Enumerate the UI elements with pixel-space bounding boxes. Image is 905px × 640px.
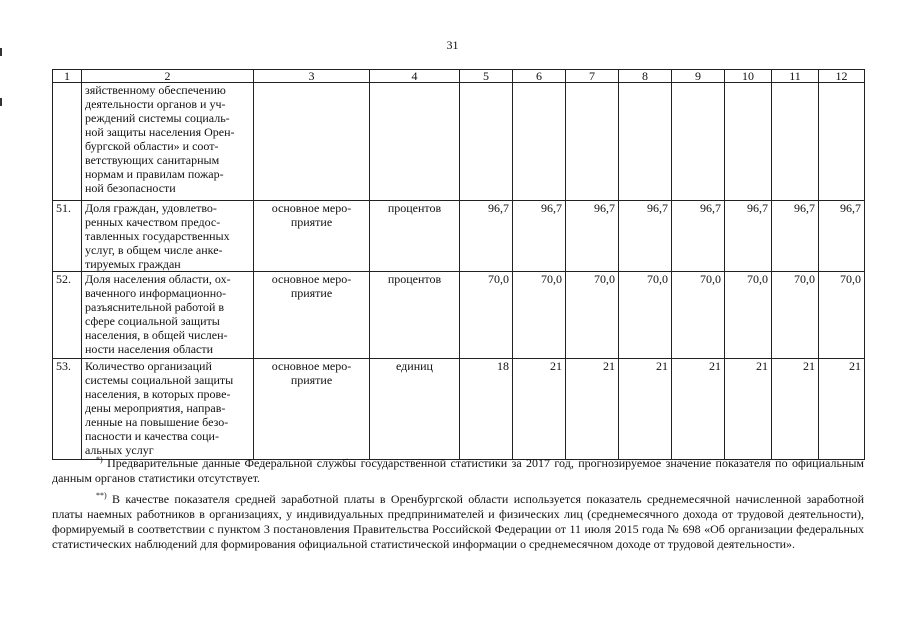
indicator-value: 96,7 (566, 201, 619, 272)
footnote-1-text: Предварительные данные Федеральной службы государственной статистики за 2017 год, прогнозируемое значение показателя по официальным данным органов статистики отсутствует. (52, 456, 864, 485)
indicator-name-line: системы социальной защиты (85, 373, 234, 387)
col-header: 1 (53, 70, 82, 83)
col-header: 9 (672, 70, 725, 83)
indicator-name-line: ветствующих санитарным (85, 153, 220, 167)
col-header: 11 (772, 70, 819, 83)
footnote-2-text: В качестве показателя средней заработной платы в Оренбургской области используется показатель среднемесячной начисленной заработной платы наемных работников в организациях, у индивидуальных предпринимателей и физических лиц (среднемесячного дохода от трудовой деятельности), формируемый в соответствии с пунктом 3 постановления Правительства Российской Федерации от 11 июля 2015 года № 698 «Об организации федеральных статистических наблюдений для формирования официальной статистической информации о среднемесячном доходе от трудовой деятельности». (52, 492, 864, 551)
indicator-value: 96,7 (513, 201, 566, 272)
indicator-type: основное меро- приятие (254, 272, 370, 359)
col-header: 2 (82, 70, 254, 83)
indicator-value: 21 (566, 359, 619, 460)
indicator-name (82, 201, 254, 272)
col-header: 10 (725, 70, 772, 83)
indicator-value: 70,0 (819, 272, 865, 359)
indicators-table (52, 69, 865, 460)
indicator-name-line: ности населения области (85, 342, 214, 356)
indicator-name-line: реждений системы социаль- (85, 111, 230, 125)
indicator-name-line: дены мероприятия, направ- (85, 401, 226, 415)
indicator-value: 96,7 (725, 201, 772, 272)
indicator-unit: процентов (370, 201, 460, 272)
indicator-value: 70,0 (513, 272, 566, 359)
indicator-name-line: Количество организаций (85, 359, 212, 373)
indicator-name-line: сфере социальной защиты (85, 314, 220, 328)
indicator-name-line: альных услуг (85, 443, 154, 457)
indicator-name-line: тавленных государственных (85, 229, 230, 243)
indicator-name (82, 83, 254, 201)
indicator-value (672, 83, 725, 201)
table-row (53, 83, 865, 201)
col-header: 7 (566, 70, 619, 83)
indicator-type: основное меро- приятие (254, 359, 370, 460)
scan-mark (0, 98, 2, 106)
indicator-name-line: ваченного информационно- (85, 286, 227, 300)
indicator-value: 96,7 (672, 201, 725, 272)
row-number: 51. (53, 201, 82, 272)
indicator-type: основное меро- приятие (254, 201, 370, 272)
indicator-value (513, 83, 566, 201)
table-row (53, 359, 865, 460)
table-row (53, 201, 865, 272)
indicator-name-line: Доля населения области, ох- (85, 272, 231, 286)
indicator-unit (370, 83, 460, 201)
indicator-name-line: населения, в общей числен- (85, 328, 228, 342)
page-number: 31 (446, 38, 459, 52)
indicator-value (772, 83, 819, 201)
col-header: 5 (460, 70, 513, 83)
indicator-name-line: ренных качеством предос- (85, 215, 221, 229)
footnote-2-mark: **) (96, 491, 107, 500)
indicator-name (82, 272, 254, 359)
indicator-type (254, 83, 370, 201)
indicator-name-line: бургской области» и соот- (85, 139, 219, 153)
col-header: 3 (254, 70, 370, 83)
indicator-name-line: нормам и правилам пожар- (85, 167, 224, 181)
indicator-value: 21 (513, 359, 566, 460)
indicator-value (460, 83, 513, 201)
indicator-value (819, 83, 865, 201)
indicator-name-line: тируемых граждан (85, 257, 181, 271)
header-row (53, 70, 865, 83)
col-header: 6 (513, 70, 566, 83)
indicator-value: 18 (460, 359, 513, 460)
indicator-value: 21 (819, 359, 865, 460)
indicator-value: 96,7 (460, 201, 513, 272)
indicator-name-line: ной безопасности (85, 181, 176, 195)
indicator-value: 70,0 (725, 272, 772, 359)
indicator-name (82, 359, 254, 460)
indicator-value: 21 (725, 359, 772, 460)
indicator-name-line: Доля граждан, удовлетво- (85, 201, 217, 215)
indicator-value: 70,0 (566, 272, 619, 359)
col-header: 12 (819, 70, 865, 83)
indicator-value: 96,7 (772, 201, 819, 272)
table-row (53, 272, 865, 359)
indicator-unit: процентов (370, 272, 460, 359)
footnote-2 (52, 492, 864, 552)
indicator-value: 96,7 (619, 201, 672, 272)
indicator-value: 70,0 (772, 272, 819, 359)
col-header: 8 (619, 70, 672, 83)
indicator-name-line: пасности и качества соци- (85, 429, 219, 443)
indicator-value (566, 83, 619, 201)
indicator-name-line: ной защиты населения Орен- (85, 125, 235, 139)
indicator-name-line: зяйственному обеспечению (85, 83, 226, 97)
row-number: 53. (53, 359, 82, 460)
row-number: 52. (53, 272, 82, 359)
footnotes (52, 456, 864, 552)
indicator-name-line: разъяснительной работой в (85, 300, 225, 314)
indicator-value (619, 83, 672, 201)
indicator-value: 70,0 (460, 272, 513, 359)
footnote-1-mark: *) (96, 455, 103, 464)
indicator-value: 21 (619, 359, 672, 460)
footnote-1 (52, 456, 864, 486)
indicator-value: 70,0 (619, 272, 672, 359)
row-number (53, 83, 82, 201)
indicator-name-line: ленные на повышение безо- (85, 415, 229, 429)
indicator-value: 21 (772, 359, 819, 460)
col-header: 4 (370, 70, 460, 83)
indicator-value: 96,7 (819, 201, 865, 272)
indicator-name-line: деятельности органов и уч- (85, 97, 226, 111)
indicator-value (725, 83, 772, 201)
indicator-name-line: населения, в которых прове- (85, 387, 231, 401)
indicator-unit: единиц (370, 359, 460, 460)
indicator-value: 21 (672, 359, 725, 460)
indicator-value: 70,0 (672, 272, 725, 359)
indicator-name-line: услуг, в общем числе анке- (85, 243, 223, 257)
